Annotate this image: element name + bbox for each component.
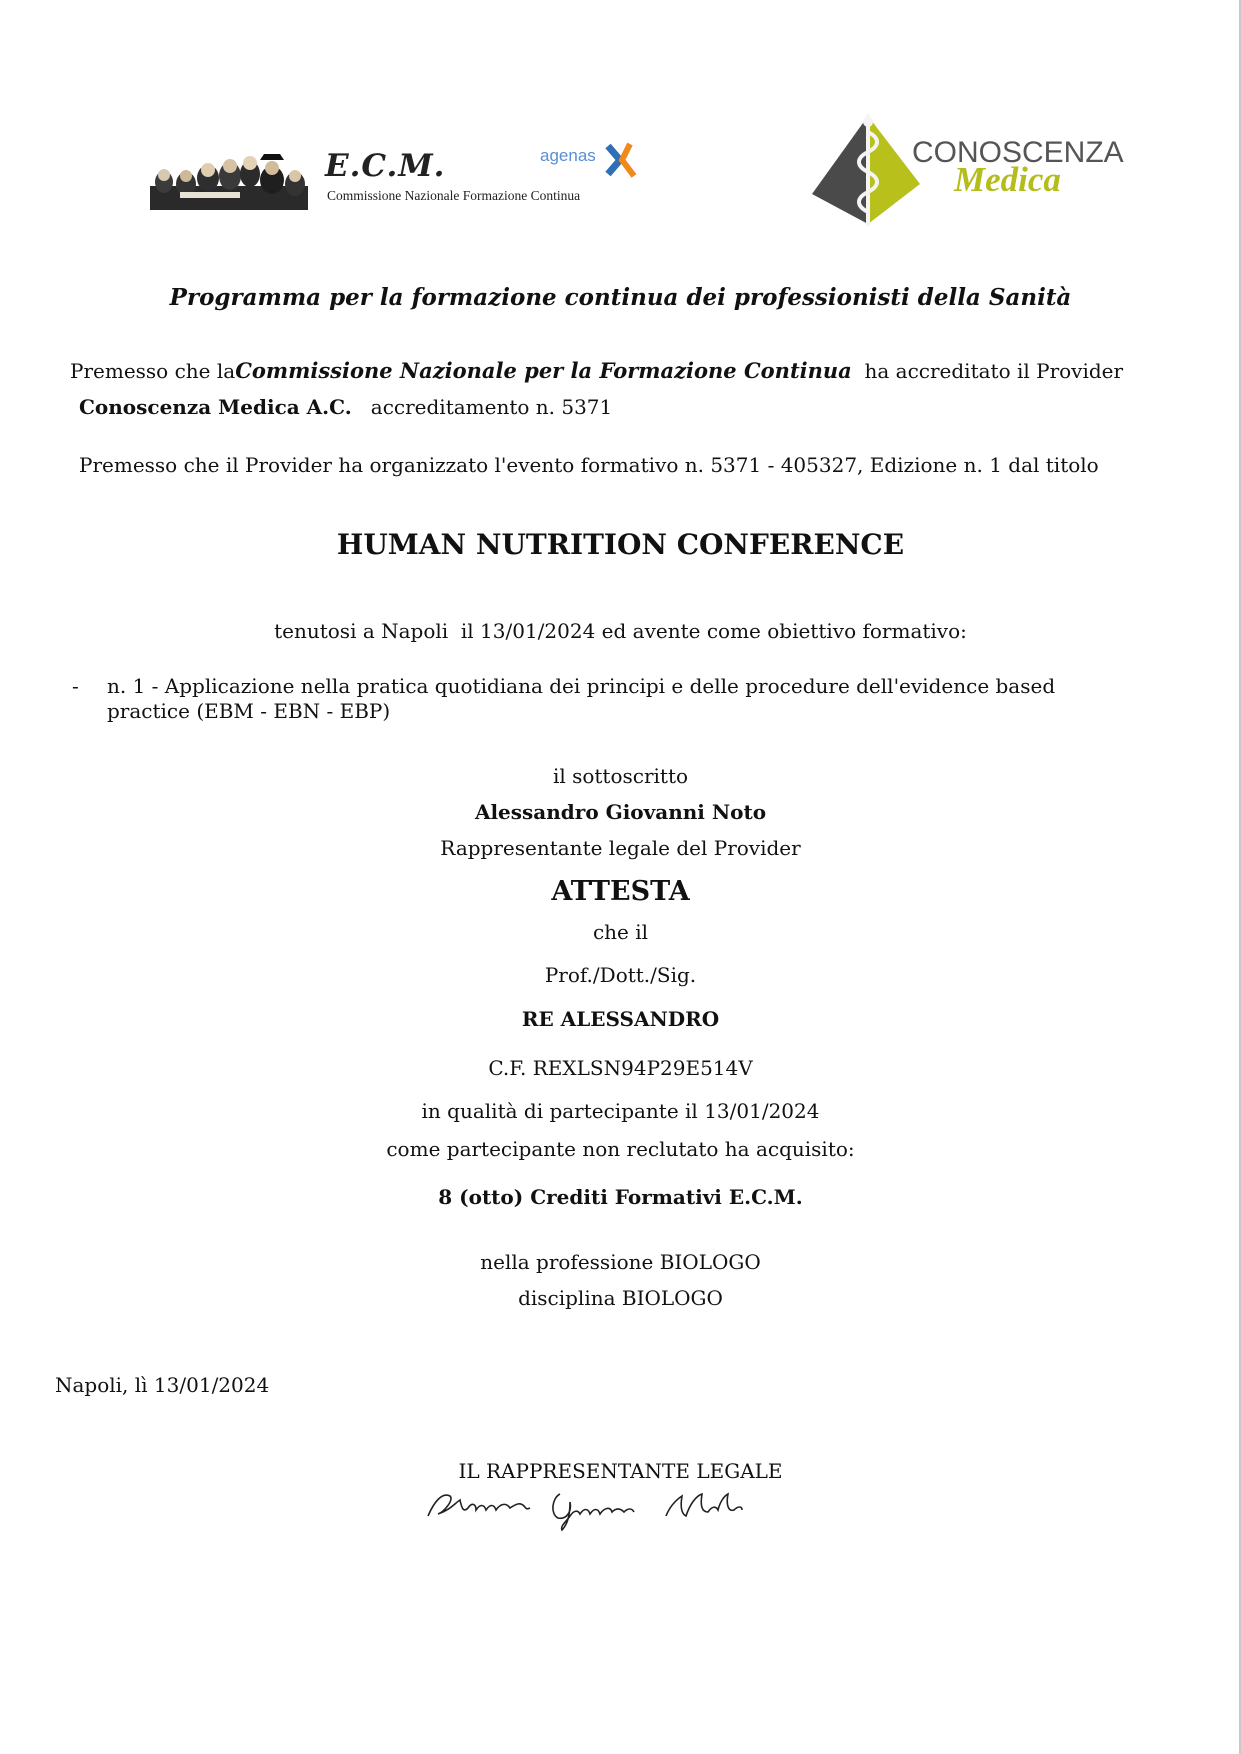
participant-name: RE ALESSANDRO (521, 1007, 720, 1031)
event-location-date: tenutosi a Napoli il 13/01/2024 ed avente come obiettivo formativo: (274, 619, 967, 643)
objective-bullet: - (72, 674, 79, 698)
attesta-heading: ATTESTA (551, 876, 690, 907)
title-prefix: Prof./Dott./Sig. (544, 963, 697, 987)
agenas-logo-text: agenas (540, 146, 596, 165)
premesso-commission (70, 358, 1123, 383)
che-il: che il (592, 920, 649, 944)
place-date: Napoli, lì 13/01/2024 (55, 1373, 270, 1397)
profession: nella professione BIOLOGO (480, 1250, 761, 1274)
signer-role: Rappresentante legale del Provider (440, 836, 801, 860)
credits-awarded: 8 (otto) Crediti Formativi E.C.M. (438, 1185, 803, 1209)
signer-name: Alessandro Giovanni Noto (474, 800, 767, 824)
participation-date: in qualità di partecipante il 13/01/2024 (421, 1099, 820, 1123)
premesso-prefix: Premesso che la (70, 359, 236, 383)
provider-name: Conoscenza Medica A.C. (79, 395, 352, 419)
signature-image (420, 1482, 770, 1532)
ecm-subtitle: Commissione Nazionale Formazione Continua (327, 188, 581, 203)
conoscenza-medica-logo (806, 112, 1126, 232)
agenas-mark-icon (600, 138, 644, 182)
premesso-suffix: ha accreditato il Provider (864, 359, 1124, 383)
pyramid-caduceus-icon (806, 112, 926, 232)
premesso-event: Premesso che il Provider ha organizzato l'evento formativo n. 5371 - 405327, Edizione n. 1 dal titolo (79, 453, 1099, 477)
fiscal-code: C.F. REXLSN94P29E514V (488, 1056, 753, 1080)
accreditation-number: accreditamento n. 5371 (370, 395, 613, 419)
discipline: disciplina BIOLOGO (518, 1286, 723, 1310)
ecm-portrait-icon (150, 148, 310, 212)
ecm-logo (150, 148, 650, 212)
legal-rep-label: IL RAPPRESENTANTE LEGALE (458, 1459, 783, 1483)
objective-text: n. 1 - Applicazione nella pratica quotidiana dei principi e delle procedure dell'evidence based practice (EBM - EBN - EBP) (107, 674, 1056, 723)
program-title: Programma per la formazione continua dei professionisti della Sanità (169, 284, 1072, 311)
medica-logo-text: Medica (954, 160, 1061, 199)
event-title: HUMAN NUTRITION CONFERENCE (336, 528, 905, 561)
participant-status: come partecipante non reclutato ha acquisito: (386, 1137, 855, 1161)
conoscenza-logo-text: CONOSCENZA (912, 136, 1124, 169)
ecm-letters: E.C.M. (325, 148, 446, 184)
sottoscritto: il sottoscritto (552, 764, 689, 788)
commission-name: Commissione Nazionale per la Formazione Continua (235, 358, 852, 383)
provider-line (79, 395, 612, 419)
